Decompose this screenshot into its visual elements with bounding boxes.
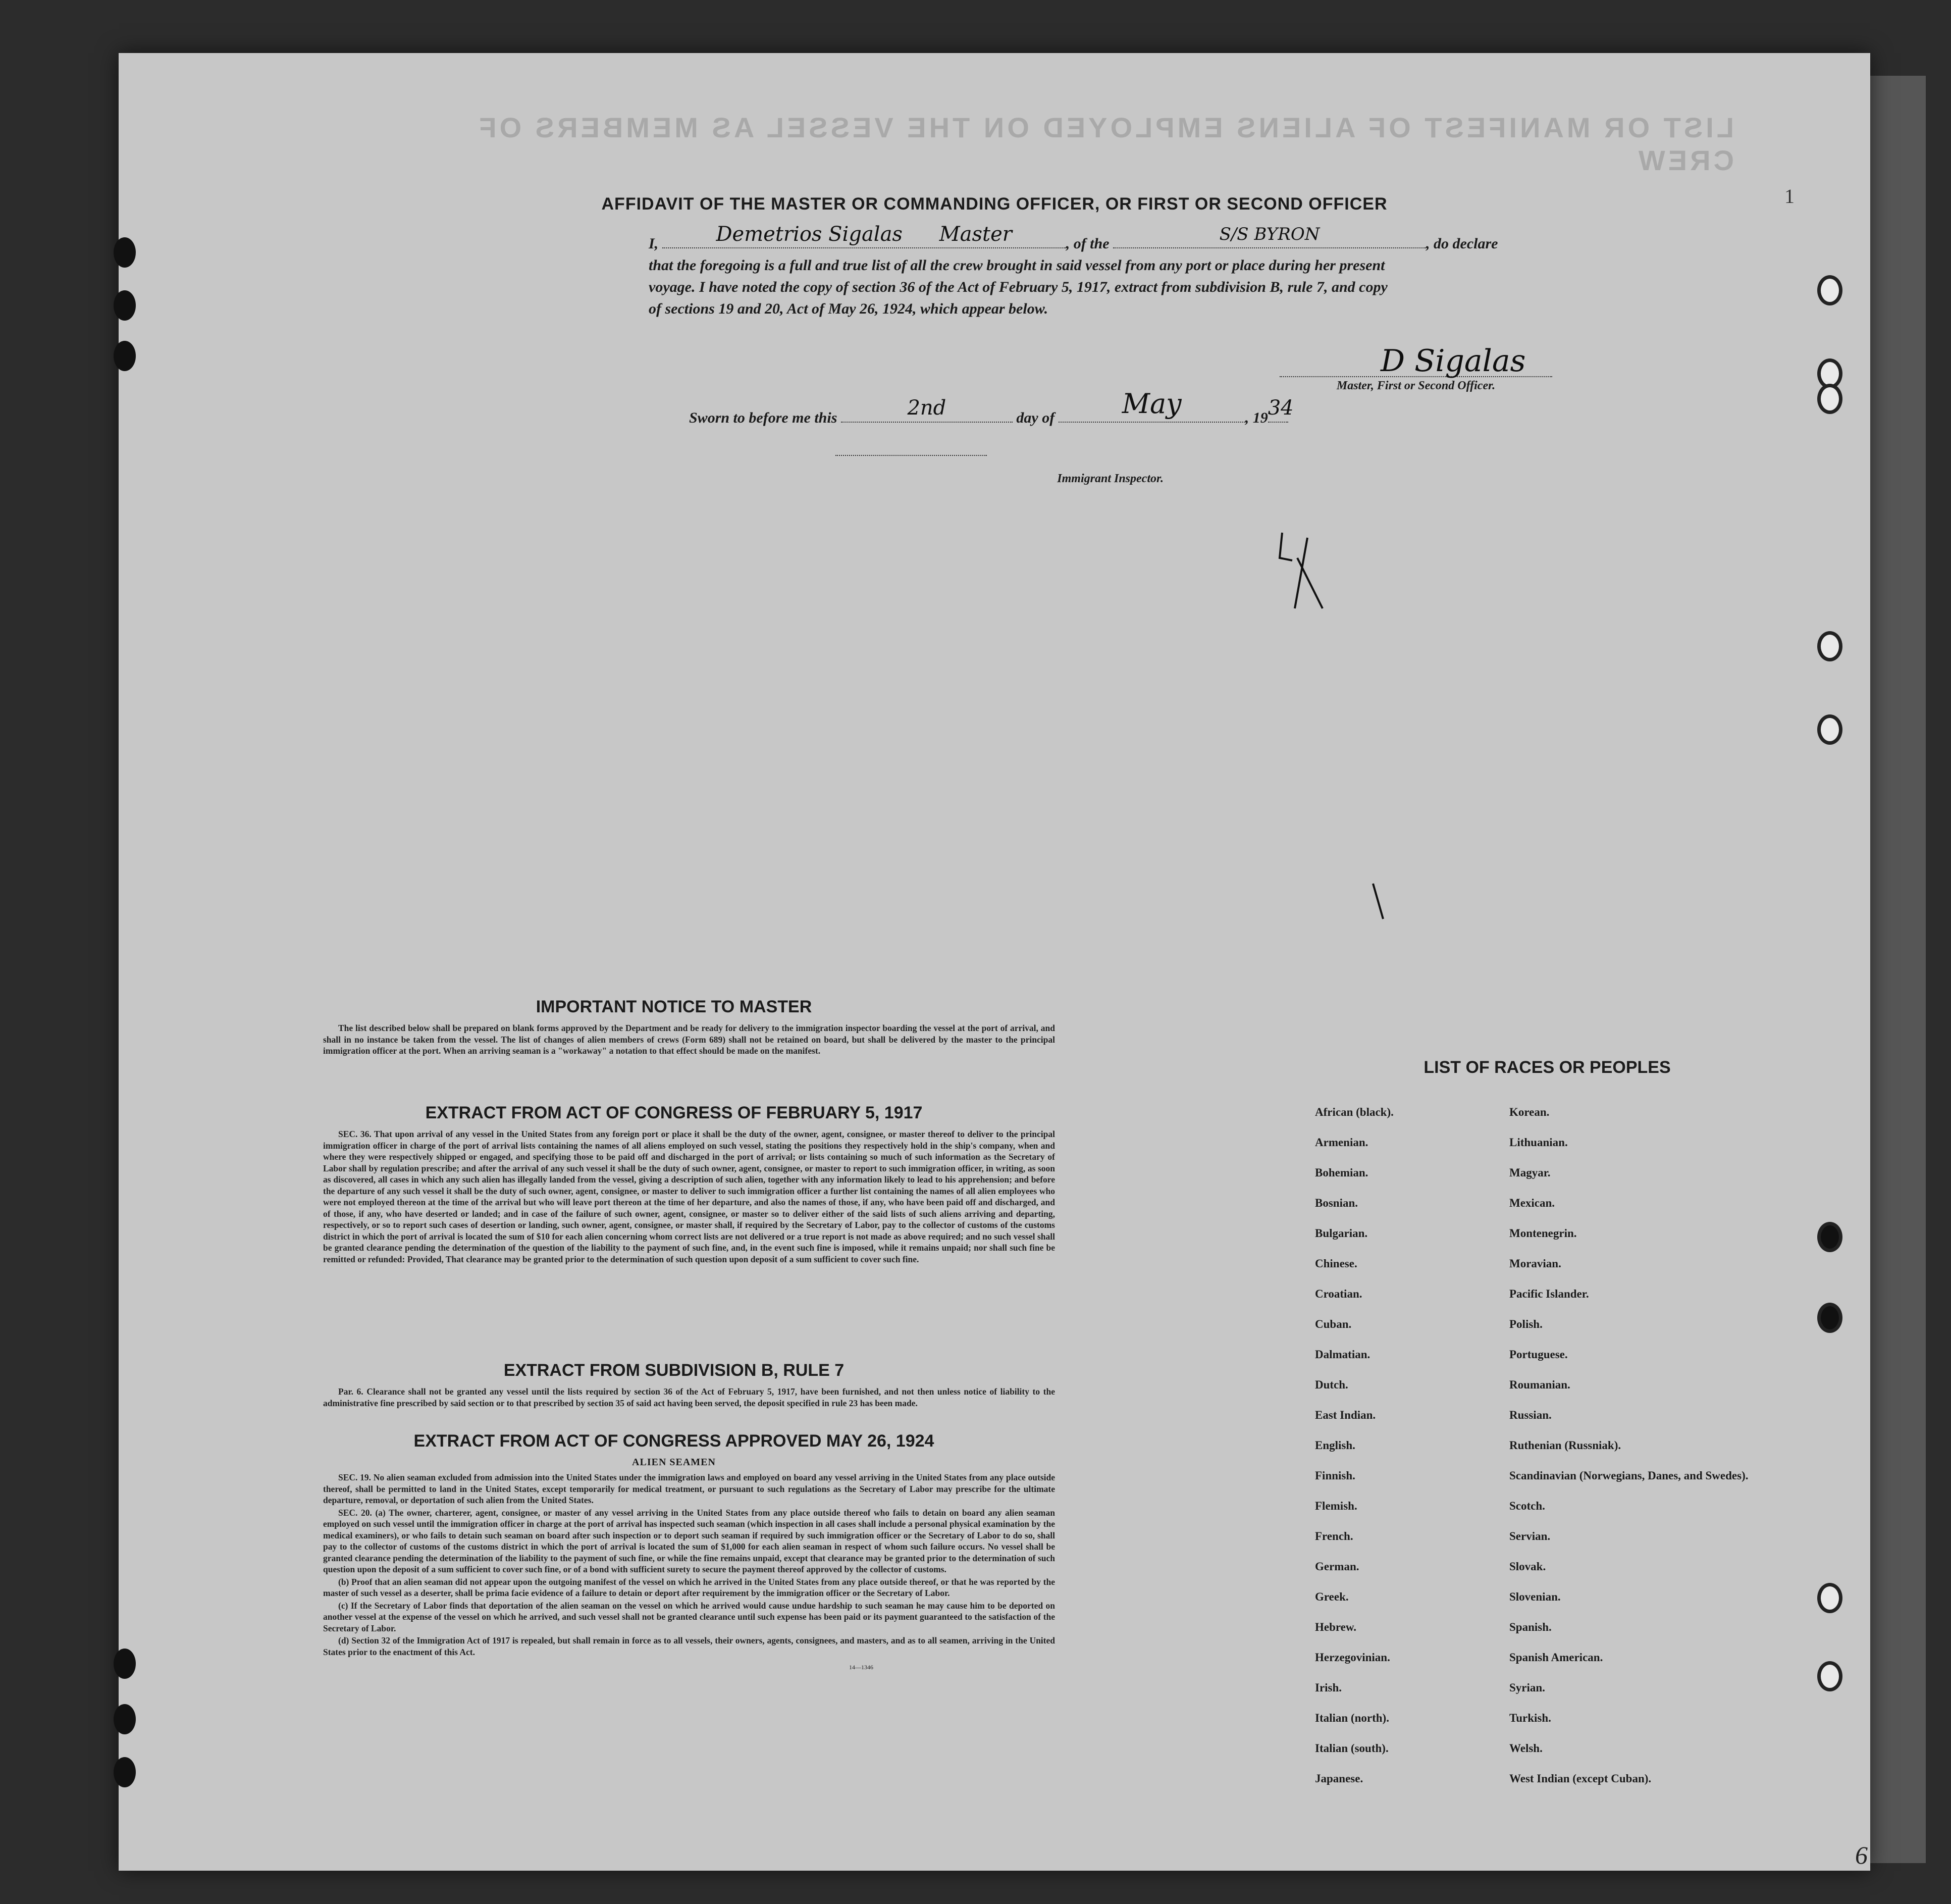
- race-item: Syrian.: [1509, 1681, 1545, 1694]
- sworn-month: May: [1122, 388, 1182, 420]
- binder-hole: [1817, 714, 1842, 745]
- race-item: Finnish.: [1315, 1469, 1355, 1482]
- race-item: Portuguese.: [1509, 1348, 1568, 1361]
- race-item: Polish.: [1509, 1318, 1543, 1330]
- races-list: [1315, 1106, 1820, 1803]
- extract-1924-subtitle: ALIEN SEAMEN: [632, 1457, 716, 1468]
- extract-rule7-title: EXTRACT FROM SUBDIVISION B, RULE 7: [503, 1361, 845, 1380]
- inspector-signature-block: [835, 472, 1164, 486]
- race-item: Slovak.: [1509, 1560, 1546, 1573]
- race-item: Mexican.: [1509, 1197, 1555, 1209]
- sworn-year: 34: [1268, 396, 1294, 420]
- race-item: Welsh.: [1509, 1742, 1543, 1755]
- signature-caption: Master, First or Second Officer.: [1336, 379, 1496, 392]
- page-edge: [1870, 76, 1926, 1863]
- race-item: Hebrew.: [1315, 1621, 1356, 1633]
- race-item: Chinese.: [1315, 1257, 1357, 1270]
- edge-mark: 1: [1784, 185, 1795, 208]
- sec-20d-text: (d) Section 32 of the Immigration Act of 1917 is repealed, but shall remain in force as to all vessels, their owners, agents, consignees, and masters, and as to all seamen, arriving in the United States prior to the enactment of this Act.: [323, 1635, 1055, 1657]
- document-page: [119, 53, 1870, 1871]
- race-item: Greek.: [1315, 1590, 1349, 1603]
- handwritten-check-mark: [1272, 528, 1328, 613]
- handwritten-page-number: 6: [1855, 1841, 1868, 1869]
- race-item: Dalmatian.: [1315, 1348, 1370, 1361]
- affidavit-title: AFFIDAVIT OF THE MASTER OR COMMANDING OFFICER, OR FIRST OR SECOND OFFICER: [601, 194, 1388, 214]
- notice-text-block: [323, 1022, 1055, 1058]
- race-item: Bosnian.: [1315, 1197, 1358, 1209]
- race-item: Scotch.: [1509, 1500, 1545, 1512]
- race-item: Roumanian.: [1509, 1378, 1570, 1391]
- bleed-through-heading: LIST OR MANIFEST OF ALIENS EMPLOYED ON THE VESSEL AS MEMBERS OF CREW: [476, 112, 1734, 176]
- sworn-day: 2nd: [907, 396, 946, 420]
- binder-hole: [1817, 1303, 1842, 1333]
- binder-hole: [114, 237, 136, 268]
- race-item: Japanese.: [1315, 1772, 1363, 1785]
- declaration-line-3: voyage. I have noted the copy of section 36 of the Act of February 5, 1917, extract from subdivision B, rule 7, and copy: [649, 279, 1388, 295]
- race-item: Ruthenian (Russniak).: [1509, 1439, 1621, 1452]
- master-name: Demetrios Sigalas: [716, 223, 903, 246]
- race-item: French.: [1315, 1530, 1353, 1542]
- handwritten-tick: [1370, 881, 1386, 921]
- race-item: Spanish American.: [1509, 1651, 1603, 1664]
- extract-1924-title: EXTRACT FROM ACT OF CONGRESS APPROVED MAY 26, 1924: [413, 1431, 934, 1451]
- race-item: Cuban.: [1315, 1318, 1352, 1330]
- notice-text: The list described below shall be prepared on blank forms approved by the Department and be ready for delivery to the immigration inspector boarding the vessel at the port of arrival, and shall in no instance be taken from the vessel. The list of changes of alien members of crews (Form 689) shall not be retained on board, but shall be delivered by the master to the principal immigration officer at the port. When an arriving seaman is a "workaway" a notation to that effect should be made on the manifest.: [323, 1023, 1055, 1056]
- master-title: Master: [939, 223, 1012, 246]
- race-item: English.: [1315, 1439, 1355, 1452]
- binder-hole: [1817, 384, 1842, 414]
- race-item: Italian (south).: [1315, 1742, 1389, 1755]
- binder-hole: [1817, 631, 1842, 661]
- sworn-line: [689, 388, 1294, 427]
- race-item: Korean.: [1509, 1106, 1550, 1118]
- race-item: East Indian.: [1315, 1409, 1376, 1421]
- binder-hole: [114, 1649, 136, 1679]
- vessel-name: S/S BYRON: [1219, 224, 1320, 244]
- sec-20a-text: SEC. 20. (a) The owner, charterer, agent, consignee, or master of any vessel arriving in the United States from any place outside thereof who fails to detain on board any alien seaman employed on such vessel until the immigration officer in charge at the port of arrival has inspected such seaman (which inspection in all cases shall include a personal physical examination by the medical examiners), or who fails to detain such seaman on board after such inspection or to deport such seaman if required by such immigration officer or the Secretary of Labor to do so, shall pay to the collector of customs of the customs district in which the port of arrival is located the sum of $1,000 for each alien seaman in respect of whom such failure occurs. No vessel shall be granted clearance pending the determination of the liability to the payment of such fine, or while the fine remains unpaid, except that clearance may be granted prior to the determination of such question upon the deposit of a sum sufficient to cover such fine, or of a bond with sufficient surety to secure the payment thereof approved by the collector of customs.: [323, 1507, 1055, 1574]
- races-title: LIST OF RACES OR PEOPLES: [1423, 1058, 1671, 1077]
- race-item: Moravian.: [1509, 1257, 1561, 1270]
- race-item: Lithuanian.: [1509, 1136, 1568, 1149]
- year-prefix: , 19: [1245, 409, 1268, 426]
- extract-1917-title: EXTRACT FROM ACT OF CONGRESS OF FEBRUARY 5, 1917: [425, 1103, 923, 1122]
- race-item: Montenegrin.: [1509, 1227, 1577, 1240]
- extract-rule7-text-block: [323, 1386, 1055, 1410]
- form-number: 14—1346: [849, 1663, 873, 1671]
- inspector-line: [835, 455, 987, 456]
- declaration-line-2: that the foregoing is a full and true list of all the crew brought in said vessel from any port or place during her present: [649, 257, 1385, 274]
- race-item: Croatian.: [1315, 1288, 1362, 1300]
- notice-title: IMPORTANT NOTICE TO MASTER: [536, 997, 812, 1016]
- race-item: German.: [1315, 1560, 1359, 1573]
- binder-hole: [1817, 1661, 1842, 1691]
- sec-20c-text: (c) If the Secretary of Labor finds that deportation of the alien seaman on the vessel on which he arrived would cause undue hardship to such seaman he may cause him to be deported on another vessel at the expense of the vessel on which he arrived, and such vessel shall not be granted clearance until such expense has been paid or its payment guaranteed to the satisfaction of the Secretary of Labor.: [323, 1600, 1055, 1633]
- race-item: Russian.: [1509, 1409, 1552, 1421]
- declaration-i: I,: [649, 235, 659, 252]
- officer-signature: D Sigalas: [1381, 343, 1526, 379]
- race-item: Magyar.: [1509, 1166, 1551, 1179]
- race-item: Bohemian.: [1315, 1166, 1368, 1179]
- race-item: Servian.: [1509, 1530, 1551, 1542]
- race-item: Italian (north).: [1315, 1712, 1389, 1724]
- race-item: African (black).: [1315, 1106, 1394, 1118]
- sworn-prefix: Sworn to before me this: [689, 409, 837, 426]
- race-item: West Indian (except Cuban).: [1509, 1772, 1652, 1785]
- race-item: Spanish.: [1509, 1621, 1552, 1633]
- binder-hole: [114, 1757, 136, 1787]
- binder-hole: [114, 341, 136, 371]
- race-item: Pacific Islander.: [1509, 1288, 1589, 1300]
- race-item: Slovenian.: [1509, 1590, 1561, 1603]
- binder-hole: [1817, 275, 1842, 305]
- day-of-label: day of: [1016, 409, 1055, 426]
- do-declare-label: , do declare: [1426, 235, 1498, 252]
- race-item: Dutch.: [1315, 1378, 1348, 1391]
- extract-1924-text-block: [323, 1472, 1055, 1671]
- extract-1917-text: SEC. 36. That upon arrival of any vessel in the United States from any foreign port or place it shall be the duty of the owner, agent, consignee, or master thereof to deliver to the principal immigration officer in charge of the port of arrival lists containing the names of all aliens employed on such vessel, stating the positions they respectively hold in the ship's company, when and where they were respectively shipped or engaged, and specifying those to be paid off and discharged in the port of arrival; or lists containing so much of such information as the Secretary of Labor shall by regulation prescribe; and after the arrival of any such vessel it shall be the duty of such owner, agent, consignee, or master to report to such immigration officer, in writing, as soon as discovered, all cases in which any such alien has illegally landed from the vessel, giving a description of such alien, together with any information likely to lead to his apprehension; and before the departure of any such vessel it shall be the duty of such owner, agent, consignee, or master to deliver to such immigration officer a further list containing the names of all alien employees who were not employed thereon at the time of the arrival but who will leave port thereon at the time of her departure, and also the names of those, if any, who have been paid off and discharged, and of those, if any, who have deserted or landed; and in case of the failure of such owner, agent, consignee, or master so to deliver either of the said lists of such aliens arriving and departing, respectively, or so to report such cases of desertion or landing, such owner, agent, consignee, or master shall, if required by the Secretary of Labor, pay to the collector of customs of the customs district in which the port of arrival is located the sum of $10 for each alien concerning whom correct lists are not delivered or a true report is not made as above required; and no such vessel shall be granted clearance pending the determination of the question of the liability to the payment of such fine, and, in the event such fine is imposed, while it remains unpaid; nor shall such fine be remitted or refunded: Provided, That clearance may be granted prior to the determination of such question upon deposit of a sum sufficient to cover such fine.: [323, 1129, 1055, 1264]
- race-item: Flemish.: [1315, 1500, 1357, 1512]
- of-the-label: , of the: [1066, 235, 1110, 252]
- sec-19-text: SEC. 19. No alien seaman excluded from admission into the United States under the immigration laws and employed on board any vessel arriving in the United States from any place outside thereof, shall be permitted to land in the United States, except temporarily for medical treatment, or pursuant to such regulations as the Secretary of Labor may prescribe for the ultimate departure, removal, or deportation of such alien from the United States.: [323, 1472, 1055, 1505]
- race-item: Irish.: [1315, 1681, 1342, 1694]
- inspector-caption: Immigrant Inspector.: [1057, 472, 1164, 485]
- race-item: Bulgarian.: [1315, 1227, 1368, 1240]
- race-item: Herzegovinian.: [1315, 1651, 1390, 1664]
- sec-20b-text: (b) Proof that an alien seaman did not appear upon the outgoing manifest of the vessel on which he arrived in the United States from any place outside thereof, or that he was reported by the master of such vessel as a deserter, shall be prima facie evidence of a failure to detain or deport after requirement by the immigration officer or the Secretary of Labor.: [323, 1576, 1055, 1598]
- extract-rule7-text: Par. 6. Clearance shall not be granted any vessel until the lists required by section 36 of the Act of February 5, 1917, have been furnished, and not then unless notice of liability to the administrative fine prescribed by said section or to that prescribed by section 35 of said act having been served, the deposit specified in rule 23 has been made.: [323, 1386, 1055, 1408]
- declaration: [649, 223, 1673, 320]
- binder-hole: [114, 1704, 136, 1734]
- binder-hole: [1817, 1583, 1842, 1613]
- race-item: Scandinavian (Norwegians, Danes, and Swedes).: [1509, 1469, 1749, 1482]
- race-item: Armenian.: [1315, 1136, 1368, 1149]
- extract-1917-text-block: [323, 1128, 1055, 1266]
- binder-hole: [1817, 1222, 1842, 1252]
- declaration-line-4: of sections 19 and 20, Act of May 26, 1924, which appear below.: [649, 300, 1048, 317]
- race-item: Turkish.: [1509, 1712, 1551, 1724]
- binder-hole: [114, 290, 136, 321]
- handwritten-master-name: [662, 224, 1066, 245]
- officer-signature-block: [1280, 343, 1552, 393]
